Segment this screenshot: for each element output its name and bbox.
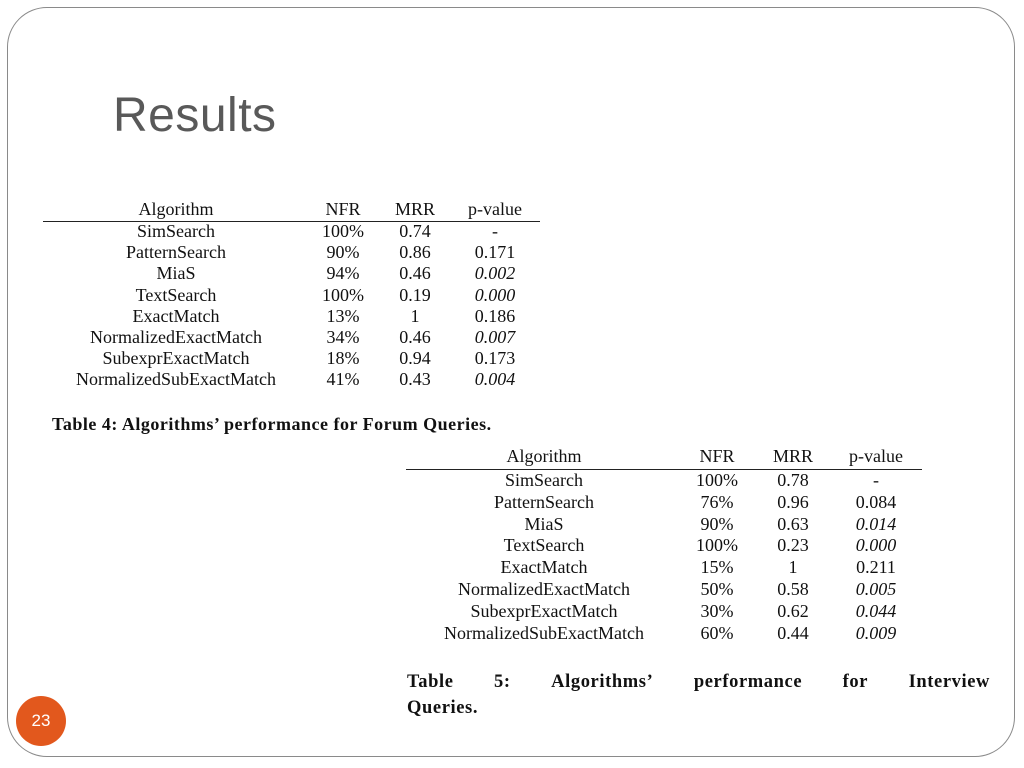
column-header: NFR <box>325 199 361 219</box>
table-cell: SubexprExactMatch <box>470 600 618 621</box>
table-cell: 0.173 <box>474 348 516 369</box>
table-cell: 0.171 <box>474 242 516 263</box>
table-cell: SimSearch <box>505 470 583 490</box>
table-cell: 0.084 <box>855 491 897 512</box>
column-header: NFR <box>699 446 735 466</box>
table-cell: 0.94 <box>399 348 431 369</box>
table-cell: 0.044 <box>855 600 897 621</box>
table-cell: MiaS <box>156 263 196 284</box>
table-cell: 0.78 <box>777 470 809 490</box>
table-cell: 100% <box>322 221 364 241</box>
caption-word: Table <box>407 672 454 692</box>
table-cell: 90% <box>326 242 360 263</box>
table-cell: 1 <box>788 557 798 578</box>
table-cell: 60% <box>700 622 734 643</box>
table-cell: 0.014 <box>855 513 897 534</box>
table-cell: NormalizedExactMatch <box>90 327 262 347</box>
table-cell: ExactMatch <box>132 305 220 326</box>
table-cell: 34% <box>326 327 360 347</box>
table-cell: 0.000 <box>474 284 516 305</box>
table-cell: 100% <box>696 470 738 490</box>
table-cell: 30% <box>700 600 734 621</box>
table-cell: 100% <box>696 535 738 556</box>
caption-word: Interview <box>908 672 990 692</box>
table-cell: 15% <box>700 557 734 578</box>
table-cell: 94% <box>326 263 360 284</box>
caption-word: for <box>842 672 869 692</box>
table-cell: 0.46 <box>399 327 431 347</box>
table-cell: 0.004 <box>474 369 516 390</box>
table-cell: 0.96 <box>777 491 809 512</box>
table-cell: 0.211 <box>856 557 896 578</box>
column-header: Algorithm <box>138 199 214 219</box>
table-cell: 1 <box>410 305 420 326</box>
table-cell: 0.002 <box>474 263 516 284</box>
table-cell: 50% <box>700 579 734 599</box>
table-cell: 0.19 <box>399 284 431 305</box>
table-cell: 18% <box>326 348 360 369</box>
slide-title: Results <box>113 89 277 142</box>
table-5-caption-line1 <box>407 669 990 695</box>
caption-word: performance <box>693 672 803 692</box>
page-number-badge: 23 <box>16 696 66 746</box>
table-cell: ExactMatch <box>500 557 588 578</box>
table-4 <box>43 199 540 389</box>
table-cell: 90% <box>700 513 734 534</box>
table-cell: 0.005 <box>855 579 897 599</box>
table-cell: 13% <box>326 305 360 326</box>
table-cell: 0.58 <box>777 579 809 599</box>
table-cell: - <box>492 221 498 241</box>
caption-word: Algorithms’ <box>551 672 654 692</box>
table-4-header-rule <box>43 221 540 222</box>
table-cell: 0.46 <box>399 263 431 284</box>
table-cell: NormalizedExactMatch <box>458 579 630 599</box>
table-cell: 0.000 <box>855 535 897 556</box>
table-cell: 41% <box>326 369 360 390</box>
table-cell: - <box>873 470 879 490</box>
table-cell: SimSearch <box>137 221 215 241</box>
table-cell: TextSearch <box>135 284 217 305</box>
table-cell: 100% <box>322 284 364 305</box>
column-header: MRR <box>394 199 436 219</box>
table-cell: 76% <box>700 491 734 512</box>
table-cell: 0.86 <box>399 242 431 263</box>
table-cell: 0.009 <box>855 622 897 643</box>
table-5-caption <box>407 669 990 721</box>
column-header: p-value <box>468 199 522 219</box>
column-header: MRR <box>772 446 814 466</box>
column-header: Algorithm <box>506 446 582 466</box>
column-header: p-value <box>849 446 903 466</box>
table-cell: 0.62 <box>777 600 809 621</box>
table-cell: 0.186 <box>474 305 516 326</box>
table-cell: MiaS <box>524 513 564 534</box>
table-cell: TextSearch <box>503 535 585 556</box>
table-cell: 0.007 <box>474 327 516 347</box>
table-cell: 0.74 <box>399 221 431 241</box>
table-cell: NormalizedSubExactMatch <box>76 369 276 390</box>
table-5-header-rule <box>406 469 922 470</box>
table-cell: NormalizedSubExactMatch <box>444 622 644 643</box>
table-cell: PatternSearch <box>494 491 594 512</box>
table-5 <box>406 446 922 646</box>
caption-word: 5: <box>494 672 511 692</box>
table-4-caption: Table 4: Algorithms’ performance for Forum Queries. <box>52 414 492 434</box>
table-cell: 0.43 <box>399 369 431 390</box>
table-cell: PatternSearch <box>126 242 226 263</box>
table-cell: 0.44 <box>777 622 809 643</box>
table-cell: 0.63 <box>777 513 809 534</box>
table-cell: 0.23 <box>777 535 809 556</box>
table-5-caption-line2: Queries. <box>407 698 479 718</box>
table-cell: SubexprExactMatch <box>102 348 250 369</box>
